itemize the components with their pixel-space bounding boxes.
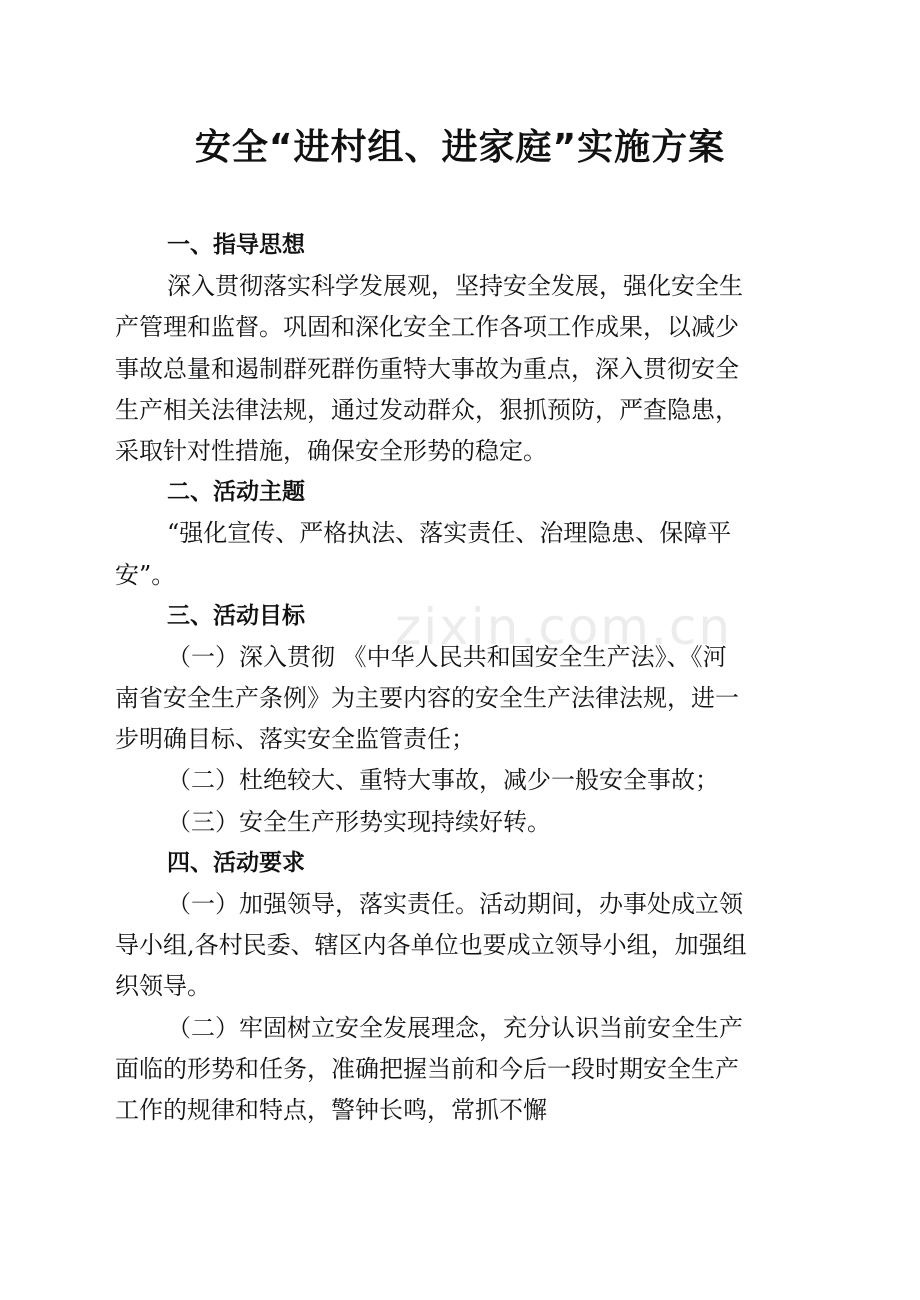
paragraph-line: （二）杜绝较大、重特大事故，减少一般安全事故； bbox=[167, 766, 719, 795]
paragraph-line: 面临的形势和任务，准确把握当前和今后一段时期安全生产 bbox=[115, 1054, 739, 1083]
paragraph-line: 安”。 bbox=[115, 560, 176, 589]
paragraph-line: （一）深入贯彻 《中华人民共和国安全生产法》、《河 bbox=[167, 642, 727, 671]
document-title: 安全“进村组、进家庭”实施方案 bbox=[194, 127, 726, 168]
paragraph-line: 产管理和监督。巩固和深化安全工作各项工作成果，以减少 bbox=[115, 313, 739, 342]
section-heading: 一、指导思想 bbox=[167, 232, 305, 258]
paragraph-line: “强化宣传、严格执法、落实责任、治理隐患、保障平 bbox=[167, 519, 732, 548]
paragraph-line: 采取针对性措施，确保安全形势的稳定。 bbox=[115, 436, 547, 465]
section-heading: 四、活动要求 bbox=[167, 849, 305, 876]
paragraph-line: 事故总量和遏制群死群伤重特大事故为重点，深入贯彻安全 bbox=[115, 354, 739, 383]
paragraph-line: （二）牢固树立安全发展理念，充分认识当前安全生产 bbox=[167, 1013, 743, 1042]
paragraph-line: 织领导。 bbox=[115, 972, 211, 1001]
section-heading: 二、活动主题 bbox=[167, 479, 305, 506]
watermark: zixin.com.cn bbox=[395, 598, 733, 656]
paragraph-line: 导小组,各村民委、辖区内各单位也要成立领导小组，加强组 bbox=[115, 931, 747, 960]
paragraph-line: 生产相关法律法规，通过发动群众，狠抓预防，严查隐患， bbox=[115, 395, 739, 424]
paragraph-line: 深入贯彻落实科学发展观，坚持安全发展，强化安全生 bbox=[167, 272, 743, 301]
paragraph-line: 步明确目标、落实安全监管责任； bbox=[115, 725, 475, 754]
section-heading: 三、活动目标 bbox=[167, 602, 305, 629]
paragraph-line: 南省安全生产条例》为主要内容的安全生产法律法规，进一 bbox=[115, 684, 739, 713]
document-body bbox=[115, 225, 815, 1131]
paragraph-line: （三）安全生产形势实现持续好转。 bbox=[167, 807, 551, 836]
paragraph-line: 工作的规律和特点，警钟长鸣，常抓不懈 bbox=[115, 1095, 547, 1124]
paragraph-line: （一）加强领导，落实责任。活动期间，办事处成立领 bbox=[167, 890, 743, 918]
